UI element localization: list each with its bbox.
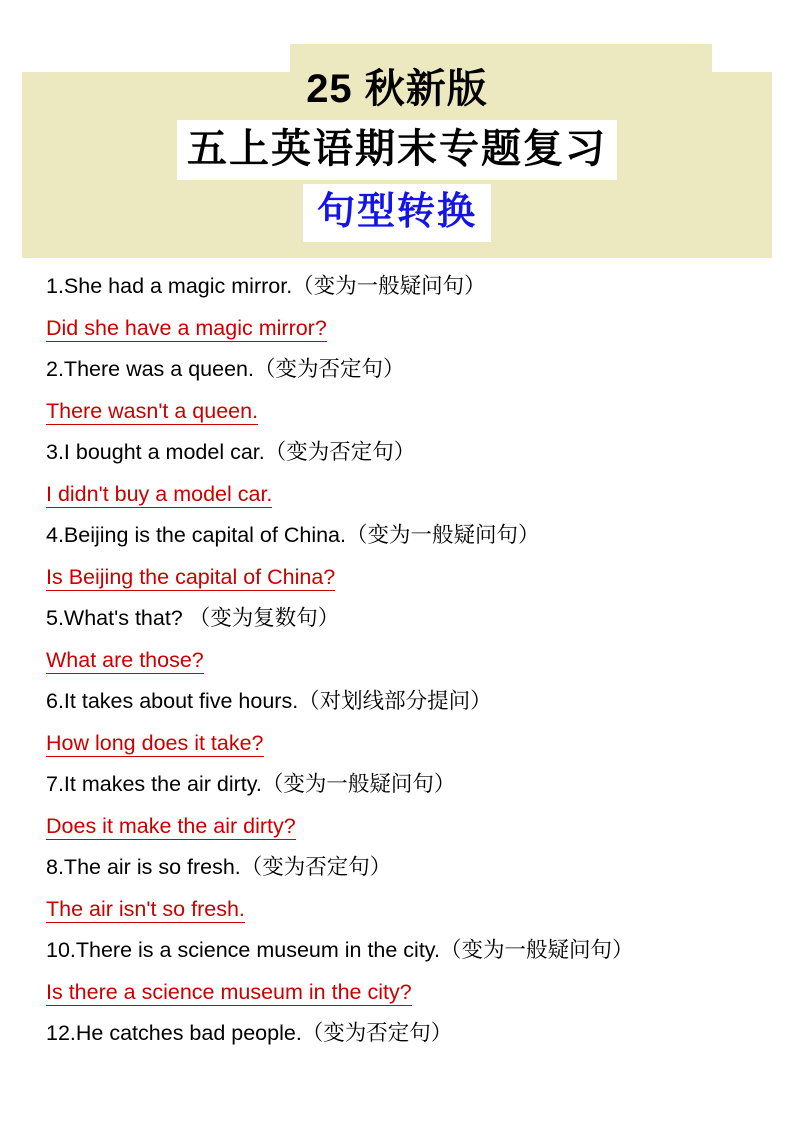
page-title-line1: 25 秋新版 bbox=[306, 67, 488, 111]
header bbox=[22, 44, 772, 258]
answer-6: How long does it take? bbox=[46, 730, 264, 755]
question-8: 8.The air is so fresh.（变为否定句） bbox=[46, 855, 392, 879]
question-12: 12.He catches bad people.（变为否定句） bbox=[46, 1021, 453, 1045]
answer-10-row bbox=[46, 972, 756, 1014]
exercise-list bbox=[46, 266, 756, 1055]
answer-4-row bbox=[46, 557, 756, 599]
answer-5-row bbox=[46, 640, 756, 682]
answer-7-row bbox=[46, 806, 756, 848]
answer-2-row bbox=[46, 391, 756, 433]
answer-7: Does it make the air dirty? bbox=[46, 813, 296, 838]
question-7: 7.It makes the air dirty.（变为一般疑问句） bbox=[46, 772, 456, 796]
answer-2: There wasn't a queen. bbox=[46, 398, 259, 423]
answer-8: The air isn't so fresh. bbox=[46, 896, 245, 921]
page-title-line3-wrap bbox=[22, 184, 772, 242]
answer-1: Did she have a magic mirror? bbox=[46, 315, 327, 340]
answer-5: What are those? bbox=[46, 647, 204, 672]
question-3: 3.I bought a model car.（变为否定句） bbox=[46, 440, 416, 464]
question-5: 5.What's that? （变为复数句） bbox=[46, 606, 340, 630]
question-2: 2.There was a queen.（变为否定句） bbox=[46, 357, 405, 381]
question-10: 10.There is a science museum in the city.（变为一般疑问句） bbox=[46, 938, 634, 962]
answer-3-row bbox=[46, 474, 756, 516]
page-title-line2: 五上英语期末专题复习 bbox=[177, 120, 617, 180]
answer-8-row bbox=[46, 889, 756, 931]
answer-1-row bbox=[46, 308, 756, 350]
question-1: 1.She had a magic mirror.（变为一般疑问句） bbox=[46, 274, 486, 298]
question-4: 4.Beijing is the capital of China.（变为一般疑问句） bbox=[46, 523, 540, 547]
answer-10: Is there a science museum in the city? bbox=[46, 979, 412, 1004]
answer-4: Is Beijing the capital of China? bbox=[46, 564, 336, 589]
answer-6-row bbox=[46, 723, 756, 765]
question-6: 6.It takes about five hours.（对划线部分提问） bbox=[46, 689, 492, 713]
page-title-line2-wrap bbox=[22, 120, 772, 180]
answer-3: I didn't buy a model car. bbox=[46, 481, 273, 506]
page-subtitle: 句型转换 bbox=[303, 184, 491, 242]
